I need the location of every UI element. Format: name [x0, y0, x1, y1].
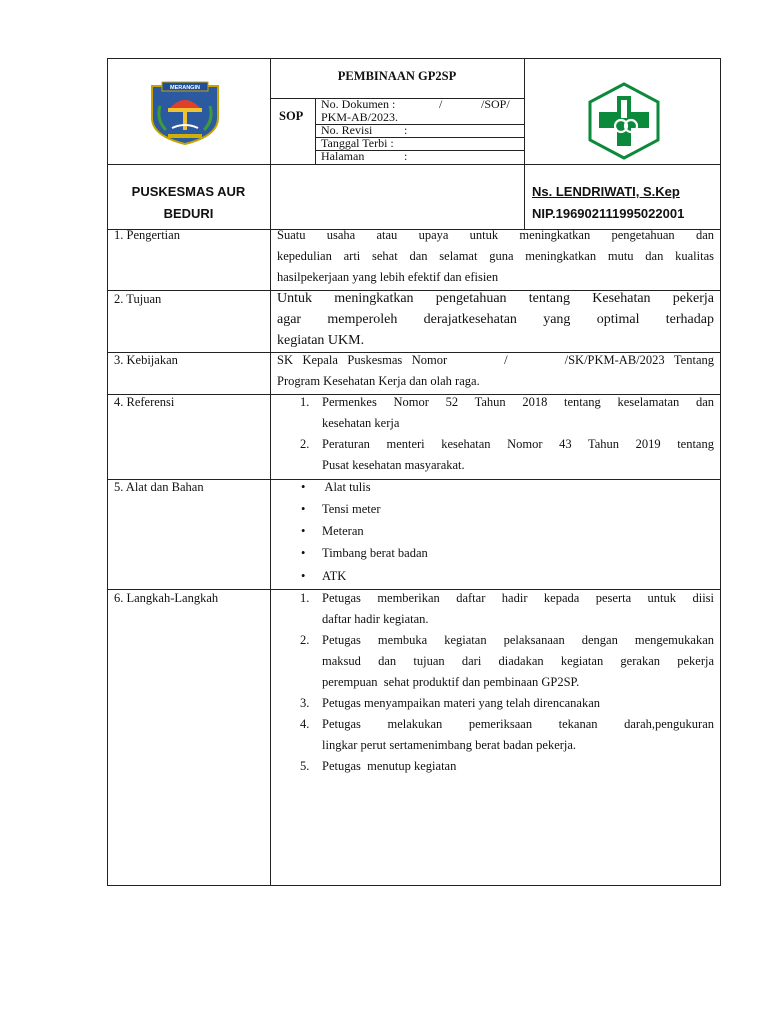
langkah-number: 1. — [300, 591, 310, 605]
bullet-icon: • — [301, 524, 306, 538]
pengertian-line: hasilpekerjaan yang lebih efektif dan efisien — [277, 270, 499, 284]
no-dokumen-label: No. Dokumen : — [321, 97, 396, 111]
puskesmas-logo — [585, 82, 663, 160]
tujuan-line: kegiatan UKM. — [277, 333, 365, 348]
column-divider — [270, 58, 271, 886]
tanggal-terbit-label: Tanggal Terbi : — [321, 136, 394, 150]
pengertian-line: Suatu usaha atau upaya untuk meningkatkan pengetahuan dan — [277, 228, 714, 242]
bullet-icon: • — [301, 502, 306, 516]
no-revisi-colon: : — [404, 123, 408, 137]
regency-logo — [148, 78, 222, 146]
row-label-alat-bahan: 5. Alat dan Bahan — [114, 480, 204, 494]
row-label-referensi: 4. Referensi — [114, 395, 175, 409]
org-name-line1: PUSKESMAS AUR — [131, 184, 246, 199]
langkah-line: perempuan sehat produktif dan pembinaan GP2SP. — [322, 675, 580, 689]
no-dokumen-slash: / — [439, 97, 443, 111]
langkah-line: maksud dan tujuan dari diadakan kegiatan gerakan pekerja — [322, 654, 714, 668]
org-name-line2: BEDURI — [163, 206, 214, 221]
signer-name: Ns. LENDRIWATI, S.Kep — [532, 184, 680, 199]
alat-item: Alat tulis — [322, 480, 371, 494]
alat-item: Tensi meter — [322, 502, 381, 516]
bullet-icon: • — [301, 480, 306, 494]
langkah-line: Petugas menutup kegiatan — [322, 759, 457, 773]
bullet-icon: • — [301, 569, 306, 583]
document-title: PEMBINAAN GP2SP — [337, 69, 457, 83]
langkah-number: 5. — [300, 759, 310, 773]
langkah-line: Petugas membuka kegiatan pelaksanaan dengan mengemukakan — [322, 633, 714, 647]
kebijakan-line: Program Kesehatan Kerja dan olah raga. — [277, 374, 480, 388]
referensi-line: Peraturan menteri kesehatan Nomor 43 Tahun 2019 tentang — [322, 437, 714, 451]
langkah-number: 3. — [300, 696, 310, 710]
regency-emblem-icon — [148, 78, 222, 146]
border-top — [107, 58, 721, 59]
no-revisi-label: No. Revisi — [321, 123, 373, 137]
referensi-number: 1. — [300, 395, 310, 409]
sop-divider — [315, 98, 316, 164]
puskesmas-cross-icon — [585, 82, 663, 160]
alat-item: Meteran — [322, 524, 364, 538]
row-label-pengertian: 1. Pengertian — [114, 228, 180, 242]
row-label-kebijakan: 3. Kebijakan — [114, 353, 178, 367]
row-label-tujuan: 2. Tujuan — [114, 292, 162, 306]
sop-label: SOP — [279, 109, 304, 123]
border-right — [720, 58, 721, 886]
logo-text: MERANGIN — [170, 85, 200, 91]
alat-item: Timbang berat badan — [322, 546, 428, 560]
langkah-line: daftar hadir kegiatan. — [322, 612, 429, 626]
alat-item: ATK — [322, 569, 347, 583]
langkah-number: 4. — [300, 717, 310, 731]
langkah-number: 2. — [300, 633, 310, 647]
halaman-colon: : — [404, 149, 408, 163]
referensi-number: 2. — [300, 437, 310, 451]
langkah-line: Petugas memberikan daftar hadir kepada peserta untuk diisi — [322, 591, 714, 605]
signer-nip: NIP.196902111995022001 — [532, 206, 685, 221]
bullet-icon: • — [301, 546, 306, 560]
langkah-line: Petugas melakukan pemeriksaan tekanan darah,pengukuran — [322, 717, 714, 731]
pengertian-line: kepedulian arti sehat dan selamat guna meningkatkan mutu dan kualitas — [277, 249, 714, 263]
kebijakan-line: SK Kepala Puskesmas Nomor / /SK/PKM-AB/2023 Tentang — [277, 353, 714, 367]
langkah-line: lingkar perut sertamenimbang berat badan pekerja. — [322, 738, 577, 752]
header-divider — [107, 164, 721, 165]
tujuan-line: agar memperoleh derajatkesehatan yang optimal terhadap — [277, 312, 714, 327]
header-right-divider — [524, 58, 525, 230]
referensi-line: Permenkes Nomor 52 Tahun 2018 tentang keselamatan dan — [322, 395, 714, 409]
border-bottom — [107, 885, 721, 886]
tujuan-line: Untuk meningkatkan pengetahuan tentang Kesehatan pekerja — [277, 291, 714, 306]
langkah-line: Petugas menyampaikan materi yang telah direncanakan — [322, 696, 601, 710]
halaman-label: Halaman — [321, 149, 365, 163]
row-label-langkah: 6. Langkah-Langkah — [114, 591, 219, 605]
referensi-line: Pusat kesehatan masyarakat. — [322, 458, 465, 472]
no-dokumen-sop: /SOP/ — [481, 97, 510, 111]
no-dokumen-value: PKM-AB/2023. — [321, 110, 399, 124]
referensi-line: kesehatan kerja — [322, 416, 400, 430]
